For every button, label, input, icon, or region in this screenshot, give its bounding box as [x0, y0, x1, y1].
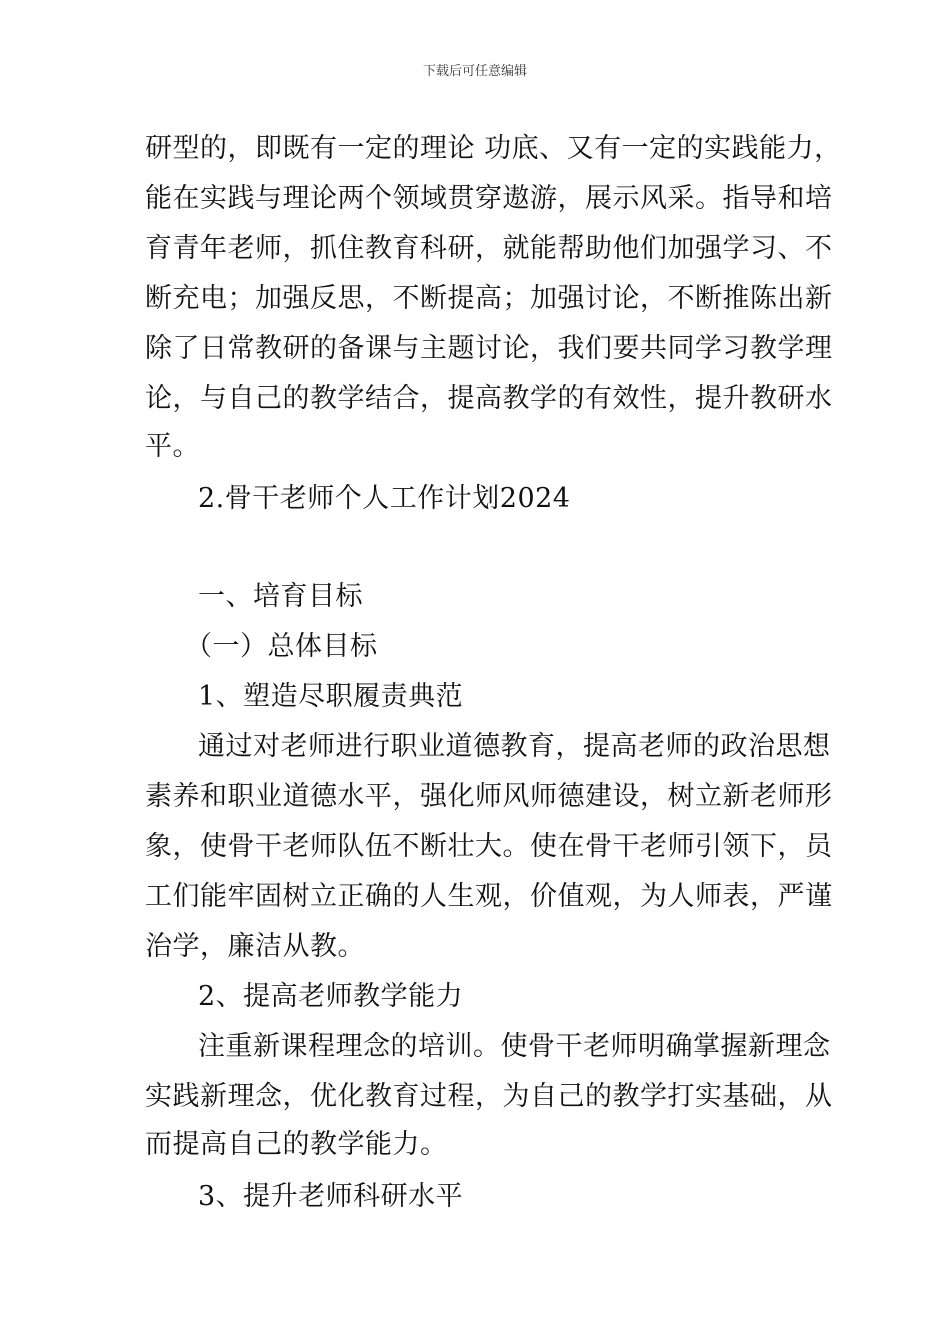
paragraph-line: 而提高自己的教学能力。	[145, 1129, 448, 1160]
page-header-note: 下载后可任意编辑	[422, 64, 527, 79]
paragraph-line: 除了日常教研的备课与主题讨论，我们要共同学习教学理	[145, 333, 833, 364]
heading-level-3: 3、提升老师科研水平	[198, 1181, 464, 1212]
paragraph-line: 注重新课程理念的培训。使骨干老师明确掌握新理念	[198, 1031, 831, 1062]
paragraph-line: 通过对老师进行职业道德教育，提高老师的政治思想	[198, 731, 831, 762]
paragraph-line: 能在实践与理论两个领域贯穿遨游，展示风采。指导和培	[145, 183, 833, 214]
heading-level-3: 1、塑造尽职履责典范	[198, 681, 464, 712]
paragraph-line: 实践新理念，优化教育过程，为自己的教学打实基础，从	[145, 1081, 833, 1112]
paragraph-line: 断充电；加强反思，不断提高；加强讨论，不断推陈出新	[145, 283, 833, 314]
paragraph-line: 论，与自己的教学结合，提高教学的有效性，提升教研水	[145, 383, 833, 414]
section-title: 2.骨干老师个人工作计划2024	[198, 483, 571, 514]
paragraph-line: 育青年老师，抓住教育科研，就能帮助他们加强学习、不	[145, 233, 833, 264]
heading-level-3: 2、提高老师教学能力	[198, 981, 464, 1012]
heading-level-1: 一、培育目标	[198, 581, 363, 612]
paragraph-line: 象，使骨干老师队伍不断壮大。使在骨干老师引领下，员	[145, 831, 833, 862]
paragraph-line: 平。	[145, 431, 200, 462]
paragraph-line: 研型的，即既有一定的理论 功底、又有一定的实践能力，	[145, 133, 842, 164]
paragraph-line: 治学，廉洁从教。	[145, 931, 365, 962]
heading-level-2: （一）总体目标	[185, 631, 378, 662]
paragraph-line: 工们能牢固树立正确的人生观，价值观，为人师表，严谨	[145, 881, 833, 912]
paragraph-line: 素养和职业道德水平，强化师风师德建设，树立新老师形	[145, 781, 833, 812]
